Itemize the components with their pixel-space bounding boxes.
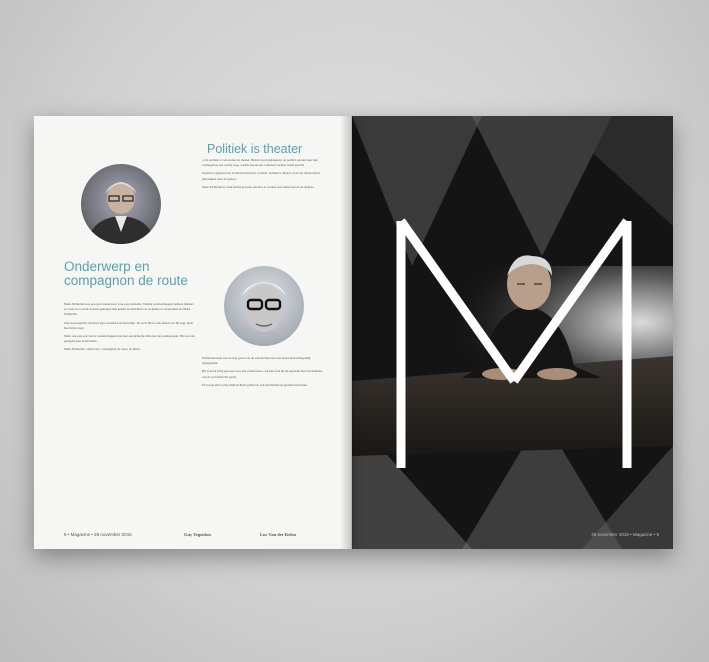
paragraph: Mark Elchardus is vaak bereid geweest om mee te werken aan onderzoek en de analyse.	[202, 184, 315, 189]
left-page	[34, 116, 352, 549]
page-number-right: 28 november 2016 • Magazine • 9	[591, 532, 659, 537]
portrait-photo-elderly-man	[81, 164, 161, 244]
paragraph: Ernaast is gebeurd wat de Mark Elchardus vertelde: politiek is theater, en in dat theater moet men kijken naar de spelers.	[202, 171, 320, 181]
page-number-left: 8 • Magazine • 28 november 2016	[64, 532, 132, 537]
author-credit: Guy Tegenbos	[184, 532, 212, 537]
magazine-spread	[34, 116, 673, 549]
body-column-left	[64, 302, 196, 356]
paragraph: Elchardus heeft ook de stap gezet van de wetenschap naar een breed maatschappelijk engagement.	[202, 356, 311, 366]
paragraph: Mark was een ook van de wetenschappers die met een kritische blik naar de politiek keek. Hij was een geregeld gast in het debat.	[64, 334, 195, 344]
author-credit: Luc Van der Kelen	[260, 532, 297, 537]
photo-collage-letter-m	[352, 116, 673, 549]
paragraph: Mark Elchardus: onderwerp, compagnon de route, en likely.	[64, 347, 141, 352]
portrait-photo-man-with-glasses	[224, 266, 304, 346]
body-column-right-lower	[202, 356, 326, 391]
body-column-right	[202, 158, 326, 193]
paragraph: Mark Elchardus was een goed onderwerp voor een journalist. Weinig wetenschappers hebben immers zo vaak en zo sterk de kans gekregen hun kennis en inzichten via de media te verspreiden als Mark Elchardus.	[64, 302, 194, 317]
right-page	[352, 116, 673, 549]
paragraph: Zijn sociologische analyses zijn veranderd en bevestigd. En toch. Het is niet alleen wat hij zegt, maar hoe hij het zegt.	[64, 320, 194, 330]
paragraph: Hij is nooit bang geweest voor een controverse, ook niet toen hij de reputatie had van bediener van de socialistische partij.	[202, 369, 323, 379]
article-title-left: Onderwerp en compagnon de route	[64, 259, 188, 288]
paragraph: En boven alles is hij altijd zichzelf gebleven, een bescheiden en gereflecteerd man.	[202, 382, 308, 387]
article-title-right: Politiek is theater	[207, 142, 303, 156]
paragraph: « De politiek is verworden tot theater. Beleid wordt gebakkeld, de politici acteren naar hun vermogen in een reality soap, waarin steeds een collectief oordeel wordt geveld.	[202, 158, 318, 168]
